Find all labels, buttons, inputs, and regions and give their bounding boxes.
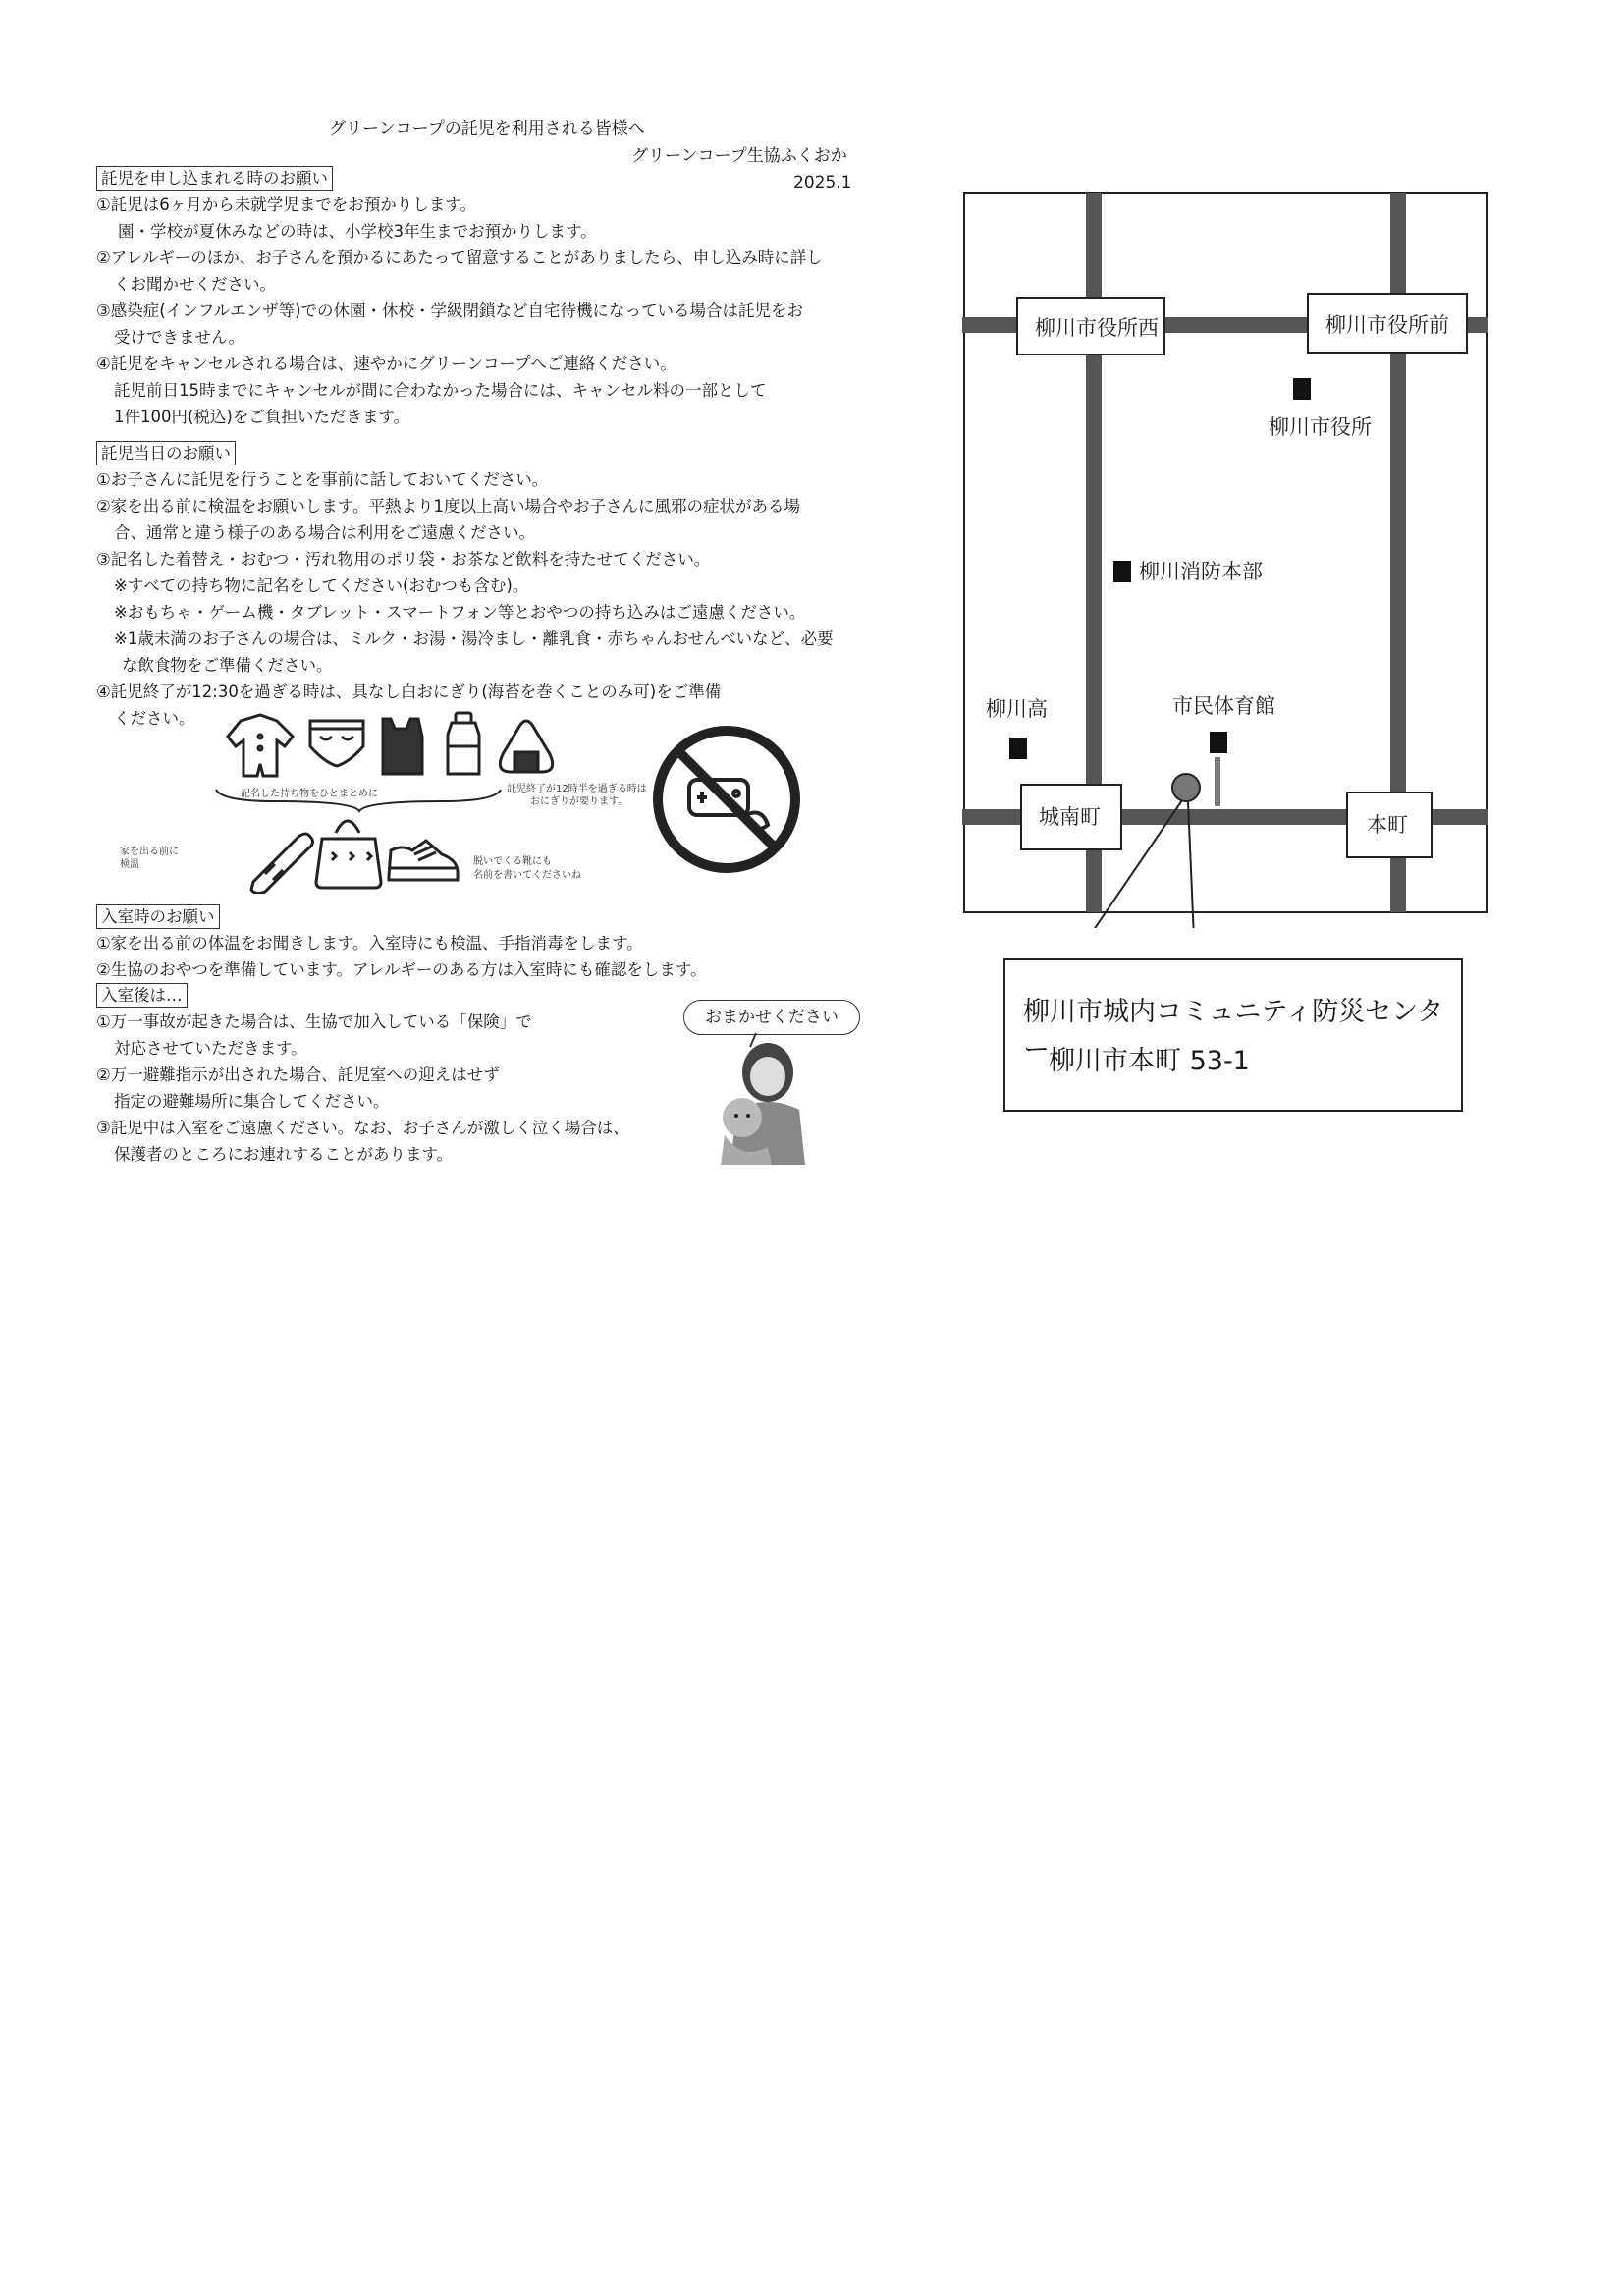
section-heading: 入室後は… (96, 983, 188, 1008)
speech-bubble: おまかせください (683, 1000, 860, 1035)
list-item: ②万一避難指示が出された場合、託児室への迎えはせず (96, 1066, 500, 1084)
caregiver-holding-baby-illustration (707, 1031, 815, 1169)
caption-shoes-2: 名前を書いてくださいね (473, 870, 581, 881)
romper-icon (228, 715, 293, 776)
list-item: な飲食物をご準備ください。 (122, 656, 333, 675)
label-shobo: 柳川消防本部 (1139, 560, 1263, 583)
list-item: 1件100円(税込)をご負担いただきます。 (114, 408, 410, 426)
list-item: 園・学校が夏休みなどの時は、小学校3年生までお預かりします。 (118, 222, 597, 241)
list-item: ①お子さんに託児を行うことを事前に話しておいてください。 (96, 470, 549, 489)
label-taiikukan: 市民体育館 (1172, 694, 1275, 718)
list-item: ②家を出る前に検温をお願いします。平熱より1度以上高い場合やお子さんに風邪の症状がある場 (96, 497, 800, 516)
destination-marker (1172, 774, 1200, 801)
building-marker (1009, 738, 1027, 759)
list-item: ください。 (114, 709, 195, 728)
diaper-icon (310, 721, 363, 766)
destination-address: 柳川市本町 53-1 (1049, 1046, 1250, 1076)
label-yakusho: 柳川市役所 (1269, 415, 1372, 439)
tote-bag-icon (316, 821, 381, 888)
list-item: 対応させていただきます。 (114, 1039, 307, 1058)
no-toys-snacks-icon (658, 731, 795, 868)
list-item: ※おもちゃ・ゲーム機・タブレット・スマートフォン等とおやつの持ち込みはご遠慮ください。 (114, 603, 806, 622)
building-marker (1293, 378, 1311, 400)
list-item: ③託児中は入室をご遠慮ください。なお、お子さんが激しく泣く場合は、 (96, 1119, 629, 1137)
access-map (962, 191, 1492, 928)
caption-temperature-1: 家を出る前に (120, 847, 179, 857)
organization-name: グリーンコープ生協ふくおか (631, 146, 847, 166)
plastic-bag-icon (383, 719, 422, 774)
caption-temperature-2: 検温 (120, 859, 139, 870)
list-item: ④託児終了が12:30を過ぎる時は、具なし白おにぎり(海苔を巻くことのみ可)をご準備 (96, 683, 722, 701)
label-yakusho-mae: 柳川市役所前 (1325, 313, 1449, 337)
onigiri-icon (500, 721, 552, 772)
caption-belongings: 記名した持ち物をひとまとめに (241, 789, 378, 799)
belongings-illustration (118, 707, 825, 894)
list-item: ①託児は6ヶ月から未就学児までをお預かりします。 (96, 195, 476, 214)
caption-shoes-1: 脱いでくる靴にも (473, 856, 552, 867)
drink-bottle-icon (448, 713, 479, 774)
section-after-entry (96, 982, 705, 1168)
building-marker (1210, 732, 1227, 753)
list-item: 指定の避難場所に集合してください。 (114, 1092, 390, 1111)
list-item: ③感染症(インフルエンザ等)での休園・休校・学級閉鎖など自宅待機になっている場合は託児をお (96, 301, 804, 320)
list-item: くお聞かせください。 (114, 275, 276, 294)
list-item: 託児前日15時までにキャンセルが間に合わなかった場合には、キャンセル料の一部として (114, 381, 767, 400)
list-item: ①万一事故が起きた場合は、生協で加入している「保険」で (96, 1012, 532, 1031)
destination-box (1003, 958, 1463, 1112)
list-item: ※1歳未満のお子さんの場合は、ミルク・お湯・湯冷まし・離乳食・赤ちゃんおせんべいなど、必要 (114, 629, 834, 648)
list-item: ※すべての持ち物に記名をしてください(おむつも含む)。 (114, 576, 529, 595)
caption-onigiri-1: 託児終了が12時半を過ぎる時は (507, 784, 647, 794)
destination-name: 柳川市城内コミュニティ防災センター (1023, 997, 1444, 1066)
label-jonaimachi: 城南町 (1039, 805, 1101, 829)
section-apply (96, 165, 911, 430)
thermometer-icon (251, 834, 313, 894)
label-honmachi: 本町 (1367, 813, 1408, 837)
section-heading: 入室時のお願い (96, 904, 220, 929)
label-yakusho-nishi: 柳川市役所西 (1035, 316, 1159, 340)
list-item: ②アレルギーのほか、お子さんを預かるにあたって留意することがありましたら、申し込み時に詳し (96, 248, 823, 267)
section-heading: 託児当日のお願い (96, 441, 236, 465)
document-date: 2025.1 (793, 173, 852, 192)
list-item: 保護者のところにお連れすることがあります。 (114, 1145, 454, 1164)
list-item: 合、通常と違う様子のある場合は利用をご遠慮ください。 (114, 523, 535, 542)
list-item: ④託児をキャンセルされる場合は、速やかにグリーンコープへご連絡ください。 (96, 355, 676, 373)
document-title: グリーンコープの託児を利用される皆様へ (329, 119, 645, 138)
list-item: ①家を出る前の体温をお聞きします。入室時にも検温、手指消毒をします。 (96, 934, 643, 953)
shoe-icon (389, 841, 458, 880)
section-entry (96, 903, 911, 983)
section-heading: 託児を申し込まれる時のお願い (96, 166, 333, 191)
label-yanagawa-ko: 柳川高 (986, 697, 1048, 721)
list-item: ②生協のおやつを準備しています。アレルギーのある方は入室時にも確認をします。 (96, 960, 707, 979)
caption-onigiri-2: おにぎりが要ります。 (530, 796, 628, 807)
building-marker (1113, 561, 1131, 582)
section-day-of (96, 440, 911, 732)
list-item: 受けできません。 (114, 328, 244, 347)
list-item: ③記名した着替え・おむつ・汚れ物用のポリ袋・お茶など飲料を持たせてください。 (96, 550, 711, 569)
